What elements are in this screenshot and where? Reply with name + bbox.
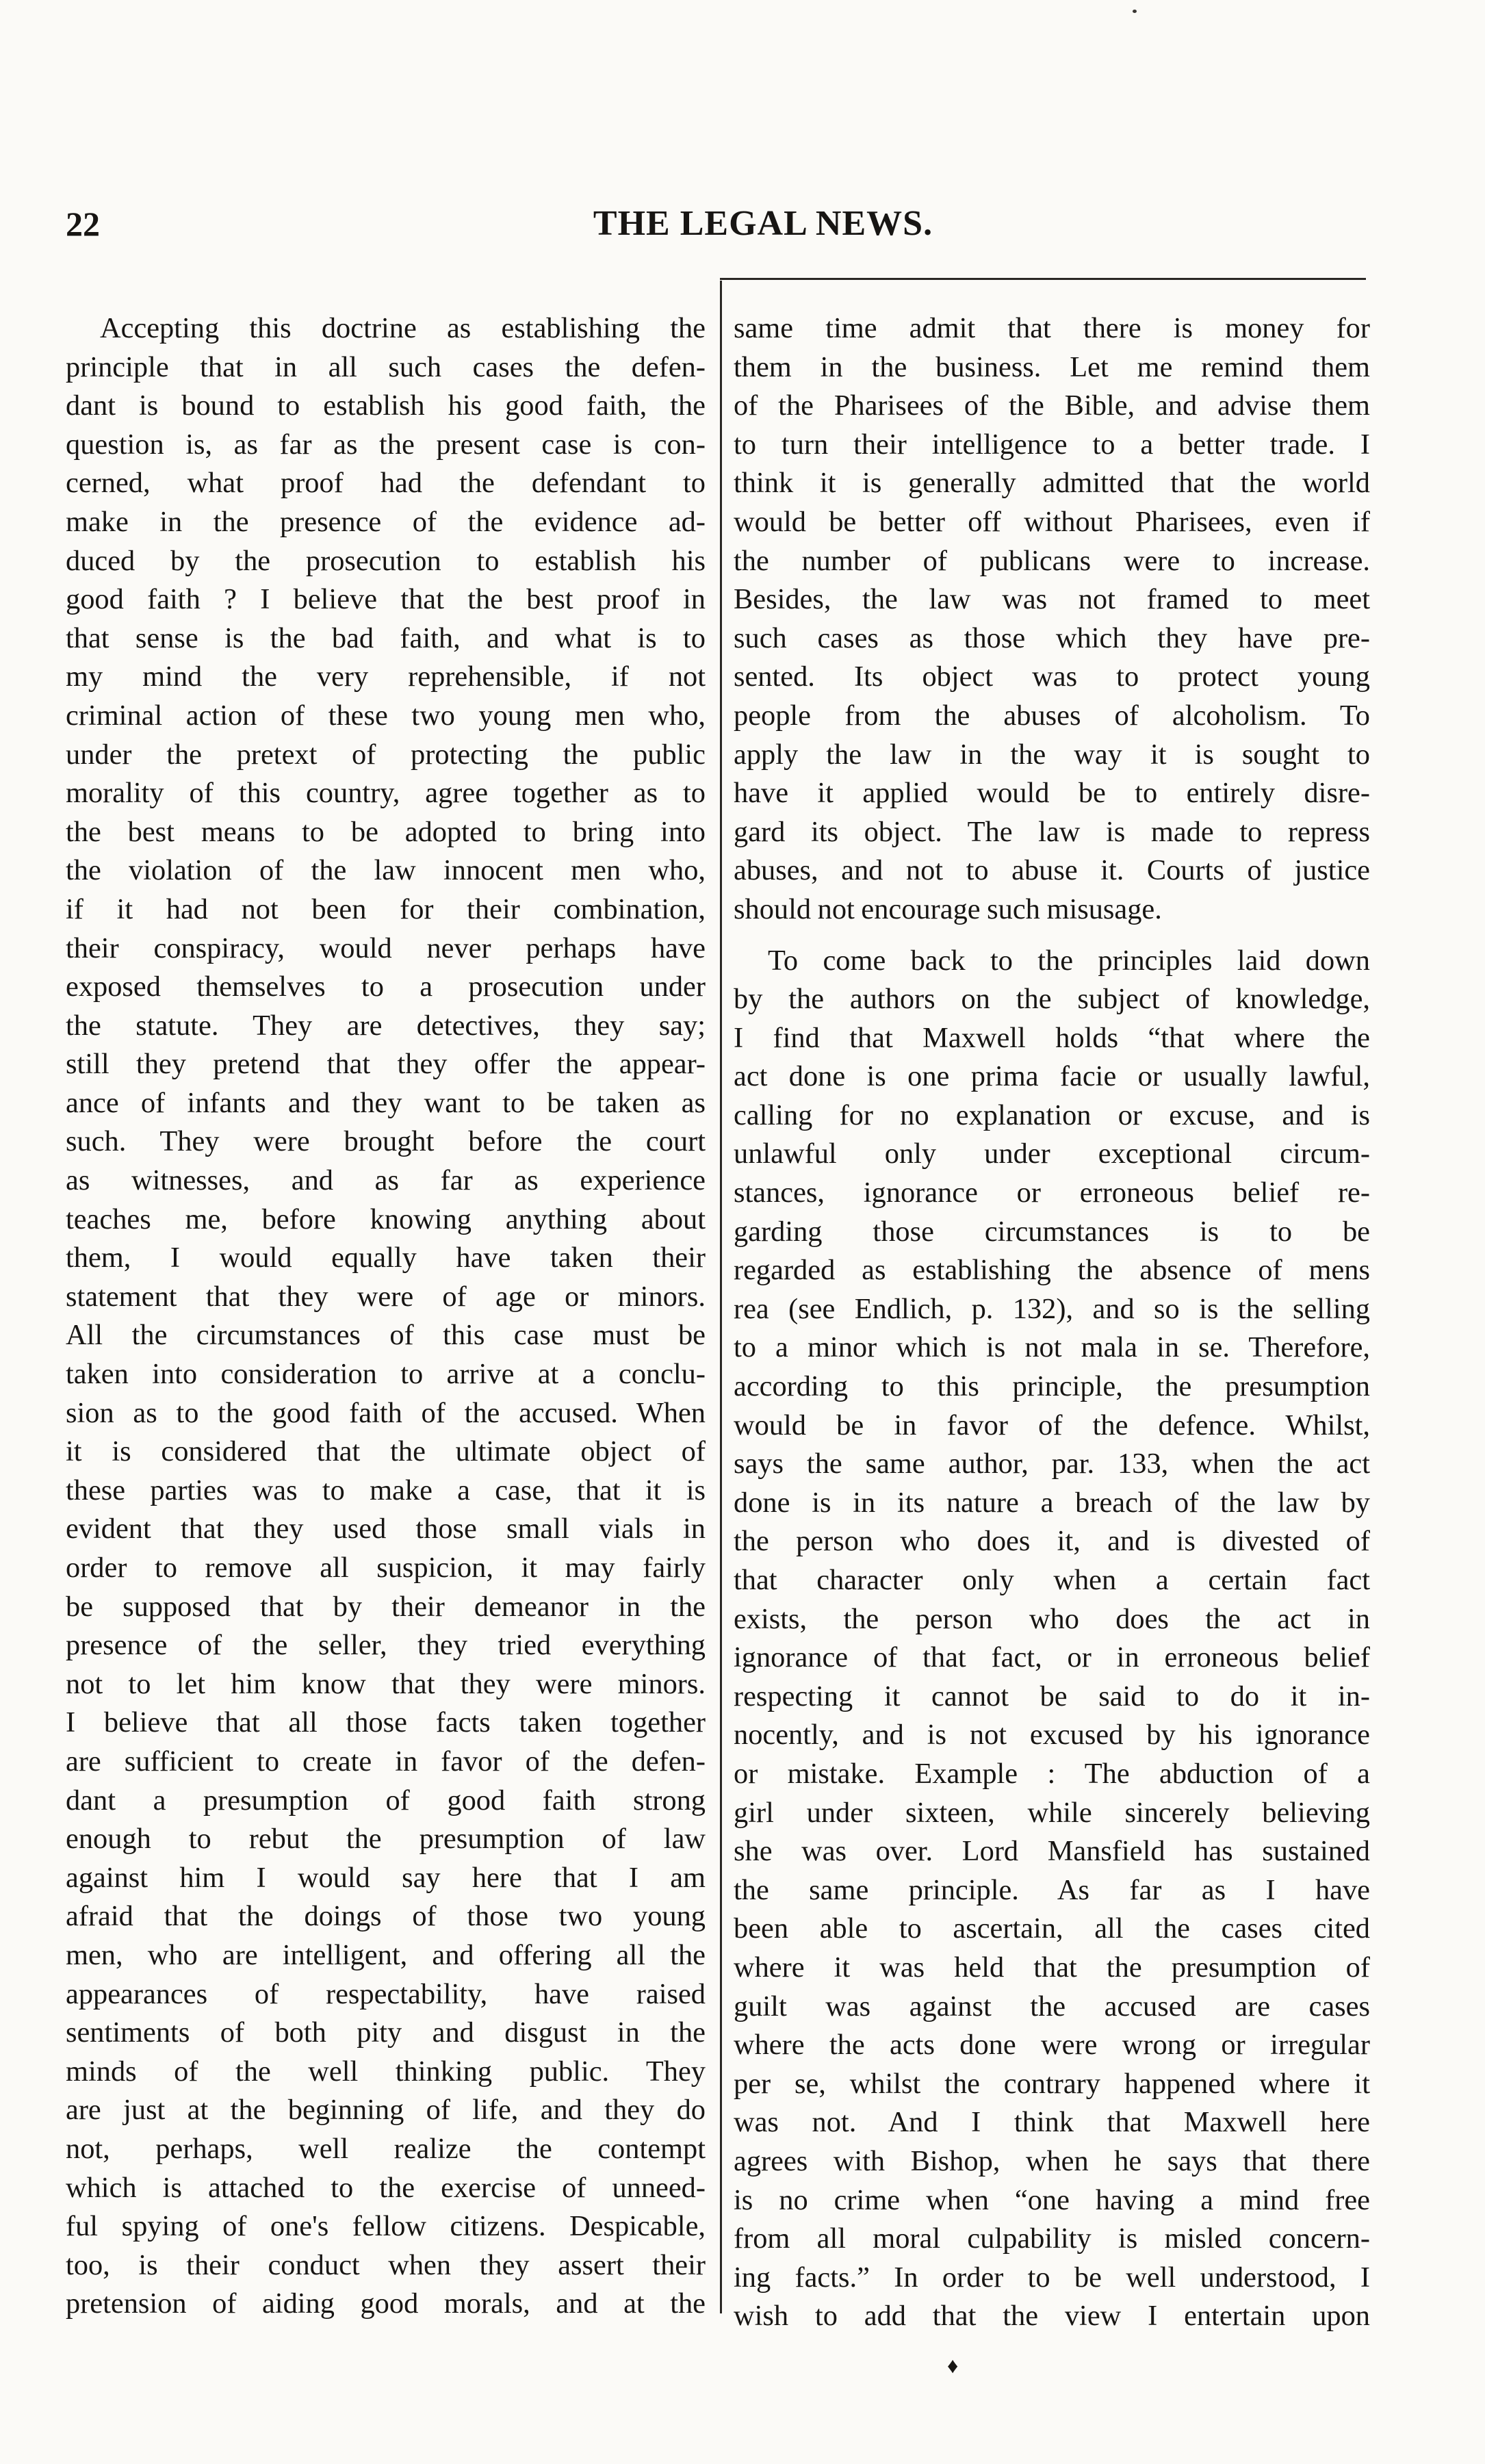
text-line: been able to ascertain, all the cases cited	[734, 1912, 1370, 1945]
text-line: minds of the well thinking public. They	[66, 2055, 706, 2088]
text-line: from all moral culpability is misled concern-	[734, 2222, 1370, 2255]
text-line: enough to rebut the presumption of law	[66, 1823, 706, 1856]
text-line: their conspiracy, would never perhaps have	[66, 932, 706, 964]
text-line: if it had not been for their combination,	[66, 893, 706, 925]
text-line: Accepting this doctrine as establishing the	[100, 312, 706, 344]
text-line: pretension of aiding good morals, and at the	[66, 2287, 706, 2320]
text-line: gard its object. The law is made to repress	[734, 815, 1370, 848]
text-line: should not encourage such misusage.	[734, 893, 1162, 925]
text-line: agrees with Bishop, when he says that there	[734, 2144, 1370, 2177]
text-line: sion as to the good faith of the accused. When	[66, 1396, 706, 1429]
text-line: men, who are intelligent, and offering all the	[66, 1938, 706, 1971]
text-line: morality of this country, agree together as to	[66, 777, 706, 810]
text-line: respecting it cannot be said to do it in-	[734, 1680, 1370, 1712]
text-line: was not. And I think that Maxwell here	[734, 2106, 1370, 2139]
text-line: my mind the very reprehensible, if not	[66, 660, 706, 693]
text-line: per se, whilst the contrary happened where it	[734, 2067, 1370, 2100]
text-line: that character only when a certain fact	[734, 1564, 1370, 1596]
text-line: the statute. They are detectives, they say;	[66, 1009, 706, 1042]
text-line: have it applied would be to entirely disre-	[734, 777, 1370, 810]
text-line: To come back to the principles laid down	[768, 944, 1370, 977]
text-line: would be better off without Pharisees, even if	[734, 505, 1370, 538]
text-line: it is considered that the ultimate object of	[66, 1435, 706, 1468]
text-line: unlawful only under exceptional circum-	[734, 1138, 1370, 1170]
text-line: stances, ignorance or erroneous belief re-	[734, 1177, 1370, 1209]
text-line: ance of infants and they want to be taken as	[66, 1086, 706, 1119]
text-line: where it was held that the presumption of	[734, 1951, 1370, 1984]
text-line: them in the business. Let me remind them	[734, 350, 1370, 383]
text-line: appearances of respectability, have raised	[66, 1977, 706, 2010]
text-line: same time admit that there is money for	[734, 312, 1370, 344]
text-line: dant is bound to establish his good faith, the	[66, 389, 706, 422]
text-line: All the circumstances of this case must be	[66, 1319, 706, 1352]
column-divider-rule	[720, 281, 722, 2313]
text-line: not, perhaps, well realize the contempt	[66, 2132, 706, 2165]
text-line: calling for no explanation or excuse, and is	[734, 1099, 1370, 1131]
text-line: ful spying of one's fellow citizens. Despicable,	[66, 2210, 706, 2243]
text-line: is no crime when “one having a mind free	[734, 2183, 1370, 2216]
text-line: sented. Its object was to protect young	[734, 660, 1370, 693]
text-line: teaches me, before knowing anything about	[66, 1203, 706, 1235]
text-line: make in the presence of the evidence ad-	[66, 505, 706, 538]
text-line: to a minor which is not mala in se. Therefore,	[734, 1331, 1370, 1364]
text-line: dant a presumption of good faith strong	[66, 1784, 706, 1817]
text-line: these parties was to make a case, that it is	[66, 1474, 706, 1506]
right-column	[734, 309, 1370, 2336]
text-line: garding those circumstances is to be	[734, 1215, 1370, 1248]
print-speck	[1133, 10, 1137, 13]
text-line: principle that in all such cases the defen-	[66, 350, 706, 383]
text-line: that sense is the bad faith, and what is to	[66, 621, 706, 654]
page-number: 22	[66, 205, 100, 243]
text-line: be supposed that by their demeanor in the	[66, 1590, 706, 1623]
text-line: which is attached to the exercise of unneed-	[66, 2171, 706, 2204]
text-line: act done is one prima facie or usually lawful,	[734, 1060, 1370, 1093]
text-line: statement that they were of age or minors.	[66, 1280, 706, 1313]
text-line: where the acts done were wrong or irregular	[734, 2029, 1370, 2062]
left-column	[66, 309, 706, 2324]
text-line: Besides, the law was not framed to meet	[734, 583, 1370, 616]
text-line: still they pretend that they offer the appear-	[66, 1048, 706, 1081]
text-line: says the same author, par. 133, when the act	[734, 1448, 1370, 1480]
text-line: under the pretext of protecting the public	[66, 738, 706, 771]
text-line: afraid that the doings of those two young	[66, 1900, 706, 1933]
text-line: abuses, and not to abuse it. Courts of justice	[734, 854, 1370, 887]
text-line: too, is their conduct when they assert their	[66, 2248, 706, 2281]
text-line: wish to add that the view I entertain upon	[734, 2300, 1370, 2333]
text-line: girl under sixteen, while sincerely believing	[734, 1796, 1370, 1829]
text-line: are sufficient to create in favor of the defen-	[66, 1745, 706, 1778]
page-header	[0, 200, 1485, 248]
text-line: ignorance of that fact, or in erroneous belief	[734, 1641, 1370, 1674]
text-line: I believe that all those facts taken together	[66, 1706, 706, 1739]
text-line: by the authors on the subject of knowledge,	[734, 983, 1370, 1016]
text-line: as witnesses, and as far as experience	[66, 1164, 706, 1197]
text-line: the same principle. As far as I have	[734, 1873, 1370, 1906]
text-line: such cases as those which they have pre-	[734, 621, 1370, 654]
footer-ornament: ♦	[947, 2353, 959, 2378]
text-line: apply the law in the way it is sought to	[734, 738, 1370, 771]
text-line: the person who does it, and is divested of	[734, 1525, 1370, 1558]
text-line: question is, as far as the present case is con-	[66, 428, 706, 461]
text-line: them, I would equally have taken their	[66, 1242, 706, 1274]
text-line: she was over. Lord Mansfield has sustained	[734, 1835, 1370, 1868]
text-line: to turn their intelligence to a better trade. I	[734, 428, 1370, 461]
running-head-title: THE LEGAL NEWS.	[593, 204, 933, 243]
text-line: according to this principle, the presumption	[734, 1370, 1370, 1403]
text-line: are just at the beginning of life, and they do	[66, 2094, 706, 2127]
text-line: exists, the person who does the act in	[734, 1602, 1370, 1635]
text-line: evident that they used those small vials in	[66, 1513, 706, 1545]
text-line: done is in its nature a breach of the law by	[734, 1486, 1370, 1519]
text-line: not to let him know that they were minors.	[66, 1667, 706, 1700]
text-line: criminal action of these two young men who,	[66, 699, 706, 732]
text-line: taken into consideration to arrive at a conclu-	[66, 1358, 706, 1391]
text-line: good faith ? I believe that the best proof in	[66, 583, 706, 616]
text-line: the violation of the law innocent men who,	[66, 854, 706, 887]
text-line: cerned, what proof had the defendant to	[66, 467, 706, 500]
text-line: exposed themselves to a prosecution under	[66, 971, 706, 1003]
text-line: regarded as establishing the absence of mens	[734, 1254, 1370, 1287]
text-line: I find that Maxwell holds “that where the	[734, 1021, 1370, 1054]
text-line: would be in favor of the defence. Whilst,	[734, 1409, 1370, 1441]
text-line: order to remove all suspicion, it may fairly	[66, 1552, 706, 1584]
header-rule	[720, 278, 1366, 280]
text-line: rea (see Endlich, p. 132), and so is the selling	[734, 1292, 1370, 1325]
text-line: such. They were brought before the court	[66, 1125, 706, 1158]
text-line: ing facts.” In order to be well understood, I	[734, 2261, 1370, 2294]
paragraph-gap	[734, 929, 1370, 942]
text-line: against him I would say here that I am	[66, 1861, 706, 1894]
text-line: guilt was against the accused are cases	[734, 1990, 1370, 2023]
text-line: of the Pharisees of the Bible, and advise them	[734, 389, 1370, 422]
text-line: people from the abuses of alcoholism. To	[734, 699, 1370, 732]
text-line: nocently, and is not excused by his ignorance	[734, 1719, 1370, 1751]
text-line: the best means to be adopted to bring into	[66, 815, 706, 848]
text-line: think it is generally admitted that the world	[734, 467, 1370, 500]
text-line: the number of publicans were to increase.	[734, 544, 1370, 577]
text-line: duced by the prosecution to establish his	[66, 544, 706, 577]
text-line: sentiments of both pity and disgust in the	[66, 2016, 706, 2049]
text-line: or mistake. Example : The abduction of a	[734, 1757, 1370, 1790]
text-line: presence of the seller, they tried everything	[66, 1629, 706, 1662]
